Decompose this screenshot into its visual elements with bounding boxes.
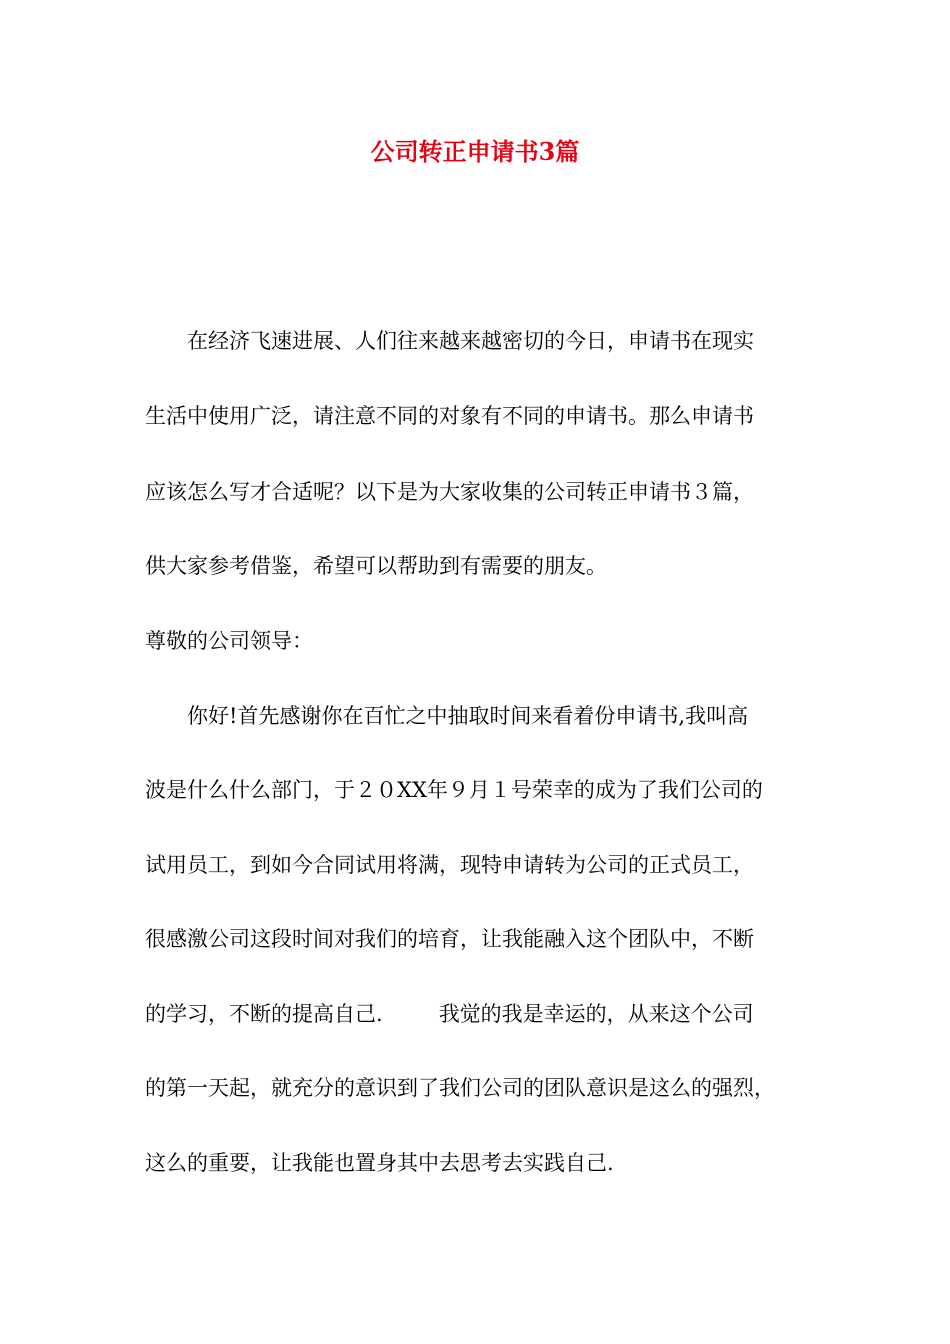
paragraph-line: 试用员工，到如今合同试用将满，现特申请转为公司的正式员工， [145,853,754,877]
paragraph-line: 供大家参考借鉴，希望可以帮助到有需要的朋友。 [145,554,607,578]
line-segment: 的学习，不断的提高自己. [145,1002,383,1026]
document-title: 公司转正申请书3篇 [370,137,580,166]
paragraph-line: 你好!首先感谢你在百忙之中抽取时间来看着份申请书,我叫高 [145,704,749,728]
paragraph-line: 应该怎么写才合适呢？以下是为大家收集的公司转正申请书３篇， [145,480,754,504]
paragraph-line-split [145,996,825,1032]
salutation: 尊敬的公司领导： [145,629,313,653]
paragraph-line: 波是什么什么部门，于２０XX年９月１号荣幸的成为了我们公司的 [145,778,763,802]
paragraph-line: 很感激公司这段时间对我们的培育，让我能融入这个团队中，不断 [145,927,754,951]
paragraph-line: 在经济飞速进展、人们往来越来越密切的今日，申请书在现实 [145,329,754,353]
line-segment: 我觉的我是幸运的，从来这个公司 [438,1002,754,1026]
paragraph-line: 这么的重要，让我能也置身其中去思考去实践自己. [145,1151,614,1175]
paragraph-line: 的第一天起，就充分的意识到了我们公司的团队意识是这么的强烈， [145,1076,775,1100]
paragraph-line: 生活中使用广泛，请注意不同的对象有不同的申请书。那么申请书 [145,404,754,428]
